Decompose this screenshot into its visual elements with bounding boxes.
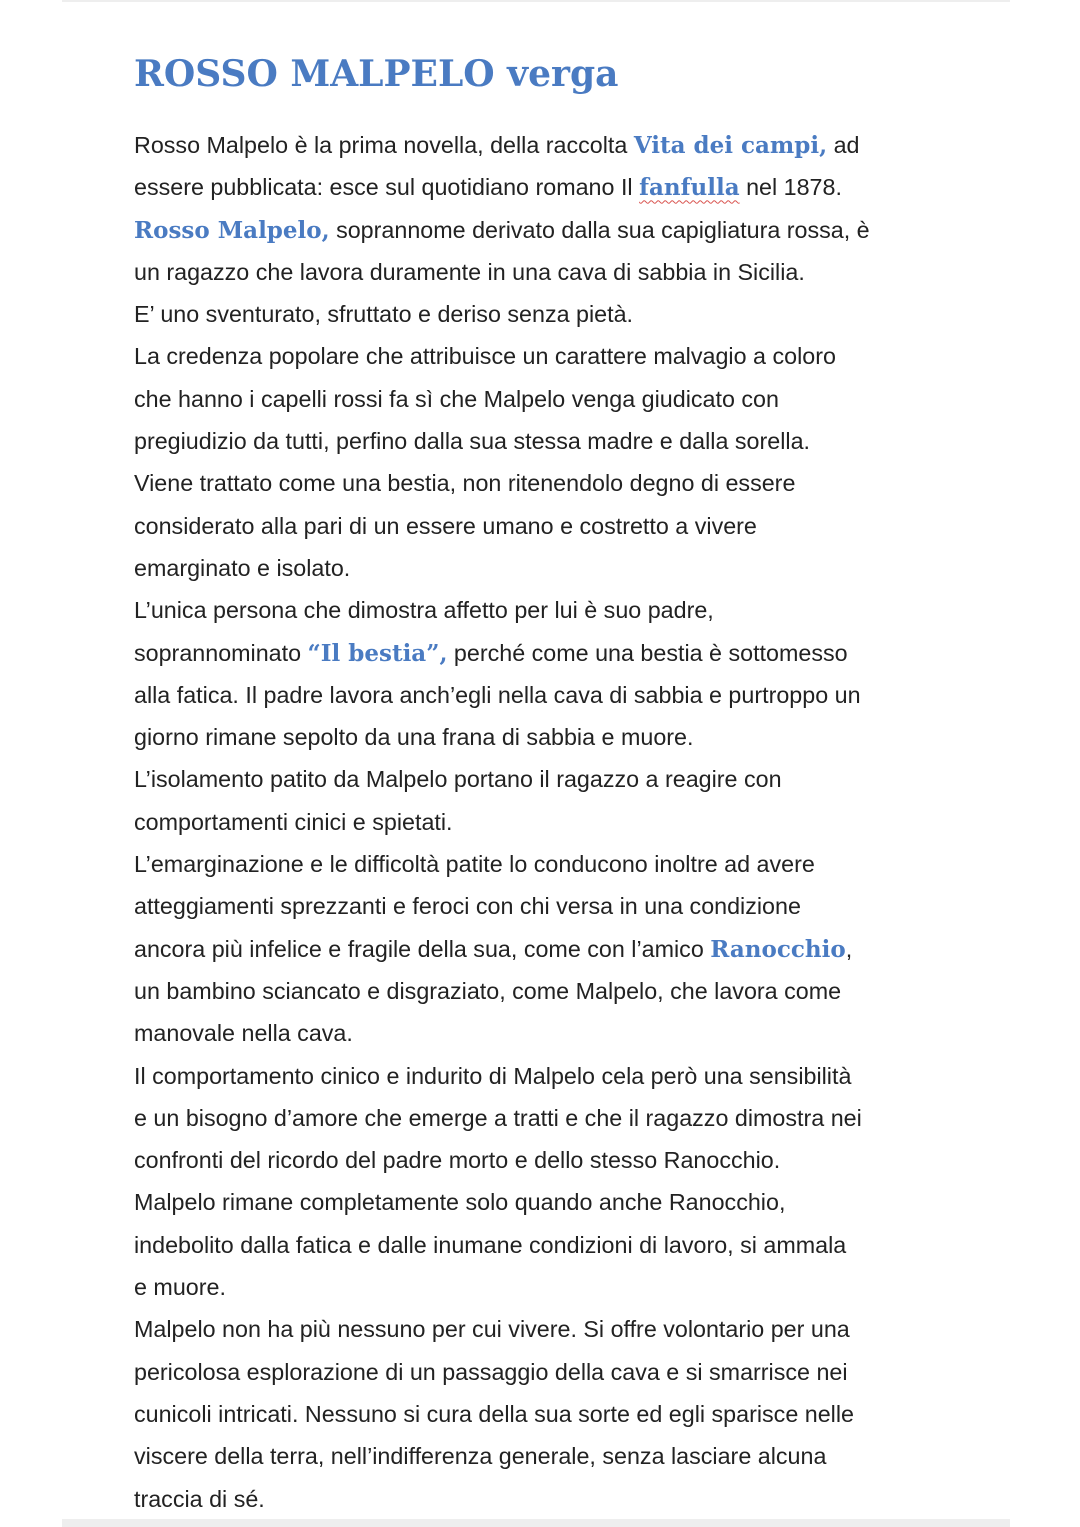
text-line <box>134 716 954 758</box>
line-text: un bambino sciancato e disgraziato, come Malpelo, che lavora come <box>134 977 842 1004</box>
text-line <box>134 843 954 885</box>
line-text: L’unica persona che dimostra affetto per lui è suo padre, <box>134 597 714 624</box>
line-text: L’emarginazione e le difficoltà patite lo conducono inoltre ad avere <box>134 851 815 878</box>
text-line <box>134 801 954 843</box>
text-line <box>134 1012 954 1054</box>
line-text: pericolosa esplorazione di un passaggio della cava e si smarrisce nei <box>134 1358 848 1385</box>
text-line <box>134 1139 954 1181</box>
text-line <box>134 632 954 674</box>
line-text: emarginato e isolato. <box>134 554 351 581</box>
line-text: L’isolamento patito da Malpelo portano il ragazzo a reagire con <box>134 766 782 793</box>
text-line <box>134 674 954 716</box>
line-text: perché come una bestia è sottomesso <box>447 639 848 666</box>
text-line <box>134 758 954 800</box>
text-line <box>134 1181 954 1223</box>
text-line <box>134 505 954 547</box>
line-text: confronti del ricordo del padre morto e dello stesso Ranocchio. <box>134 1147 781 1174</box>
line-text: un ragazzo che lavora duramente in una cava di sabbia in Sicilia. <box>134 258 805 285</box>
text-line <box>134 1435 954 1477</box>
line-text: comportamenti cinici e spietati. <box>134 808 453 835</box>
line-text: E’ uno sventurato, sfruttato e deriso senza pietà. <box>134 301 634 328</box>
text-line <box>134 547 954 589</box>
text-line <box>134 589 954 631</box>
page-top-edge <box>62 0 1010 2</box>
text-line <box>134 1055 954 1097</box>
text-line <box>134 378 954 420</box>
line-text: ancora più infelice e fragile della sua, come con l’amico <box>134 935 711 962</box>
line-text: soprannome derivato dalla sua capigliatura rossa, è <box>329 216 870 243</box>
line-text: nel 1878. <box>739 174 842 201</box>
text-line <box>134 420 954 462</box>
line-text: viscere della terra, nell’indifferenza generale, senza lasciare alcuna <box>134 1443 827 1470</box>
text-line <box>134 1308 954 1350</box>
text-line <box>134 1478 954 1520</box>
text-line <box>134 970 954 1012</box>
text-line <box>134 251 954 293</box>
text-line <box>134 335 954 377</box>
line-text: Malpelo rimane completamente solo quando anche Ranocchio, <box>134 1189 786 1216</box>
line-text: che hanno i capelli rossi fa sì che Malpelo venga giudicato con <box>134 385 779 412</box>
text-line <box>134 1097 954 1139</box>
document-title: ROSSO MALPELO verga <box>134 53 619 95</box>
text-line <box>134 928 954 970</box>
document-body <box>134 124 954 1520</box>
text-line <box>134 1224 954 1266</box>
line-text: manovale nella cava. <box>134 1020 353 1047</box>
text-line <box>134 209 954 251</box>
line-text: alla fatica. Il padre lavora anch’egli nella cava di sabbia e purtroppo un <box>134 681 861 708</box>
text-line <box>134 1351 954 1393</box>
line-text: , <box>845 935 853 962</box>
highlighted-term: Vita dei campi, <box>633 132 828 159</box>
line-text: atteggiamenti sprezzanti e feroci con chi versa in una condizione <box>134 893 801 920</box>
text-line <box>134 124 954 166</box>
highlighted-term: fanfulla <box>639 174 740 202</box>
line-text: Il comportamento cinico e indurito di Malpelo cela però una sensibilità <box>134 1062 852 1089</box>
text-line <box>134 885 954 927</box>
line-text: Viene trattato come una bestia, non ritenendolo degno di essere <box>134 470 796 497</box>
text-line <box>134 462 954 504</box>
line-text: La credenza popolare che attribuisce un carattere malvagio a coloro <box>134 343 836 370</box>
line-text: giorno rimane sepolto da una frana di sabbia e muore. <box>134 724 694 751</box>
line-text: essere pubblicata: esce sul quotidiano romano Il <box>134 174 640 201</box>
line-text: Rosso Malpelo è la prima novella, della raccolta <box>134 132 634 158</box>
highlighted-term: “Il bestia”, <box>307 639 448 667</box>
line-text: soprannominato <box>134 639 308 666</box>
page-bottom-edge <box>62 1519 1010 1527</box>
line-text: cunicoli intricati. Nessuno si cura della sua sorte ed egli sparisce nelle <box>134 1400 854 1427</box>
text-line <box>134 1266 954 1308</box>
line-text: e muore. <box>134 1274 226 1301</box>
highlighted-term: Ranocchio <box>710 935 846 963</box>
text-line <box>134 293 954 335</box>
line-text: traccia di sé. <box>134 1485 265 1512</box>
highlighted-term: Rosso Malpelo, <box>134 216 330 244</box>
line-text: considerato alla pari di un essere umano e costretto a vivere <box>134 512 757 539</box>
line-text: ad <box>827 132 860 158</box>
line-text: pregiudizio da tutti, perfino dalla sua stessa madre e dalla sorella. <box>134 428 810 455</box>
line-text: e un bisogno d’amore che emerge a tratti e che il ragazzo dimostra nei <box>134 1104 862 1131</box>
text-line <box>134 166 954 208</box>
line-text: Malpelo non ha più nessuno per cui vivere. Si offre volontario per una <box>134 1316 850 1343</box>
line-text: indebolito dalla fatica e dalle inumane condizioni di lavoro, si ammala <box>134 1231 847 1258</box>
text-line <box>134 1393 954 1435</box>
